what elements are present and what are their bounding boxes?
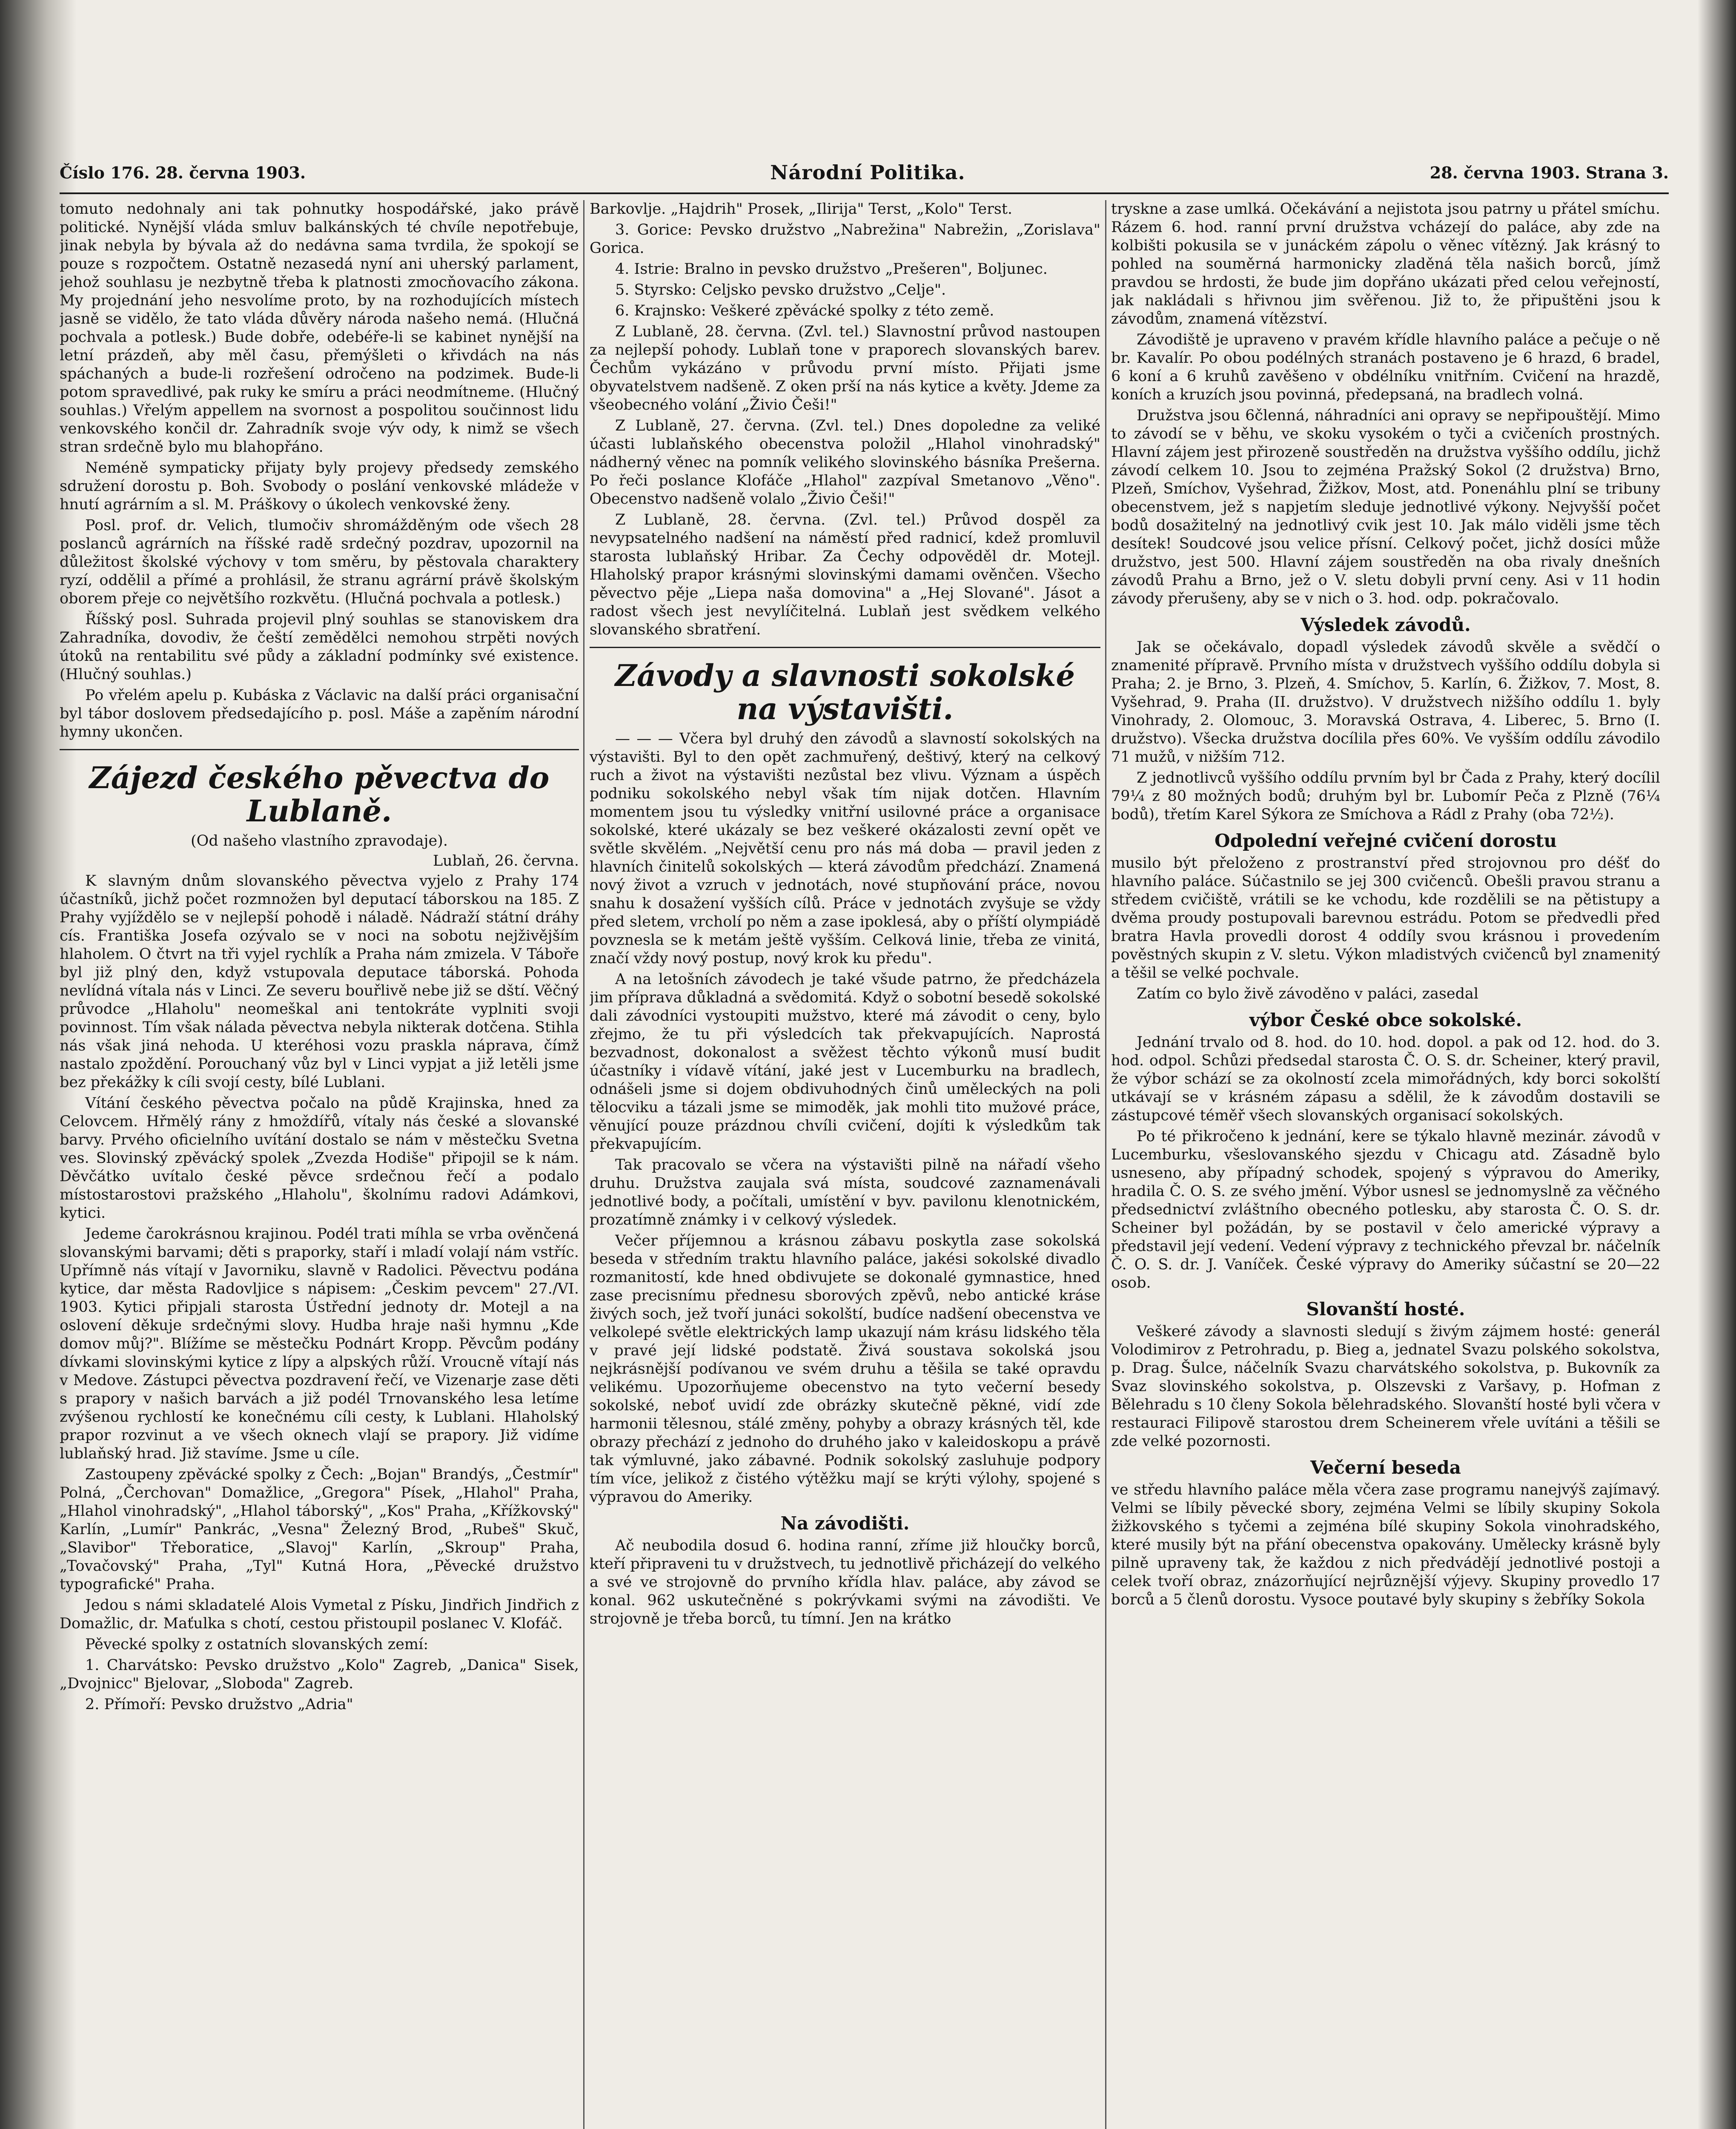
- paragraph: Jak se očekávalo, dopadl výsledek závodů skvěle a svědčí o znamenité přípravě. Prvního místa v družstvech vyššího oddílu dobyla si Praha; 2. je Brno, 3. Plzeň, 4. Smíchov, 5. Karlín, 6. Žižkov, 7. Most, 8. Vyšehrad, 9. Praha (II. družstvo). V družstvech nižšího oddílu 1. byly Vinohrady, 2. Olomouc, 3. Moravská Ostrava, 4. Liberec, 5. Brno (I. družstvo). Všecka družstva docílila přes 60%. Ve vyšším oddílu závodilo 71 mužů, v nižším 712.: [1111, 639, 1660, 766]
- issue-info: Číslo 176. 28. června 1903.: [60, 163, 306, 182]
- paragraph: Zastoupeny zpěvácké spolky z Čech: „Bojan" Brandýs, „Čestmír" Polná, „Čerchovan" Domažlice, „Gregora" Písek, „Hlahol" Praha, „Hlahol vinohradský", „Hlahol táborský", „Kos" Praha, „Křížkovský" Karlín, „Lumír" Pankrác, „Vesna" Železný Brod, „Rubeš" Skuč, „Slavibor" Třeboratice, „Slavoj" Karlín, „Skroup" Praha, „Tovačovský" Praha, „Tyl" Kutná Hora, „Pěvecké družstvo typografické" Praha.: [60, 1466, 579, 1593]
- paragraph: A na letošních závodech je také všude patrno, že předcházela jim příprava důkladná a svědomitá. Když o sobotní besedě sokolské dali závodníci vystoupiti mužstvo, které má závodit o ceny, bylo zřejmo, že tu při výsledcích tak překvapujících. Naprostá bezvadnost, dokonalost a svěžest těchto výkonů musí budit účastníky i vídavě vítání, jaké jest v Lucemburku na bradlech, odnášeli jsme si dojem obdivuhodných činů uměleckých na poli tělocviku a tázali jsme se mimoděk, jak mohli tito mužové práce, věnující pouze prázdnou chvíli cvičení, dojíti k výsledkům tak překvapujícím.: [590, 971, 1100, 1153]
- paragraph: Družstva jsou 6členná, náhradníci ani opravy se nepřipouštějí. Mimo to závodí se v běhu, ve skoku vysokém o tyči a cvičeních prostných. Hlavní zájem jest přirozeně soustředěn na družstva vyššího oddílu, jichž závodí celkem 10. Jsou to zejména Pražský Sokol (2 družstva) Brno, Plzeň, Smíchov, Vyšehrad, Žižkov, Most, atd. Ponenáhlu plní se tribuny obecenstvem, jež s napjetím sleduje jednotlivé výkony. Nejvyšší počet bodů dosažitelný na jednotlivý cvik jest 10. Jak málo viděli jsme těch desítek! Soudcové jsou velice přísní. Celkový počet, jichž dosíci může družstvo, jest 500. Hlavní zájem soustředěn na oba rivaly dnešních závodů Prahu a Brno, jež o V. sletu dobyli první ceny. Asi v 11 hodin závody přerušeny, aby se v nich o 3. hod. odp. pokračovalo.: [1111, 407, 1660, 607]
- paragraph: 4. Istrie: Bralno in pevsko družstvo „Prešeren", Boljunec.: [615, 261, 1048, 278]
- section-subhead: Na závodišti.: [780, 1513, 910, 1534]
- paragraph: K slavným dnům slovanského pěvectva vyjelo z Prahy 174 účastníků, jichž počet rozmnožen byl deputací táborskou na 185. Z Prahy vyjíždělo se v nejlepší pohodě i náladě. Nádraží státní dráhy cís. Františka Josefa ozývalo se v noci na sobotu nejživějším hlaholem. O čtvrt na tři vyjel rychlík a Praha nám zmizela. V Táboře byl již plný den, když vstupovala deputace táborská. Pohoda nevlídná vítala nás v Linci. Ze severu bouřlivě nebe již se dští. Věčný průvodce „Hlaholu" neomeškal ani tentokráte vyplniti svoji povinnost. Tím však nálada pěvectva nebyla nikterak dotčena. Stihla nás však jiná nehoda. U kteréhosi vozu praskla náprava, čímž nastalo zpoždění. Porouchaný vůz byl v Linci vypjat a již letěli jsme bez překážky k cíli svojí cesty, bílé Lublani.: [60, 872, 579, 1091]
- paragraph: Z Lublaně, 27. června. (Zvl. tel.) Dnes dopoledne za veliké účasti lublaňského obecenstva položil „Hlahol vinohradský" nádherný věnec na pomník velikého slovinského básníka Prešerna. Po řeči poslance Klofáče „Hlahol" zazpíval Smetanovo „Věno". Obecenstvo nadšeně volalo „Živio Češi!": [590, 417, 1100, 508]
- paragraph: Po té přikročeno k jednání, kere se týkalo hlavně mezinár. závodů v Lucemburku, všeslovanského sjezdu v Chicagu atd. Zásadně bylo usneseno, aby případný schodek, spojený s výpravou do Ameriky, hradila Č. O. S. ze svého jmění. Výbor usnesl se jednomyslně za věčného předsednictví zvláštního obecného potlesku, aby starosta Č. O. S. dr. Scheiner byl požádán, by se postavil v čelo americké výpravy a představil její vedení. Vedení výpravy z technického převzal br. náčelník Č. O. S. dr. J. Vaníček. České výpravy do Ameriky súčastní se 20—22 osob.: [1111, 1128, 1660, 1291]
- paragraph: Posl. prof. dr. Velich, tlumočiv shromážděným ode všech 28 poslanců agrárních na říšské radě srdečný pozdrav, upozornil na důležitost školské výchovy v tom směru, by pěstovala charaktery ryzí, oddělil a přímé a prohlásil, že stranu agrární právě školským oborem přeje co největšího rozkvětu. (Hlučná pochvala a potlesk.): [60, 517, 579, 607]
- dateline: Lublaň, 26. června.: [433, 852, 579, 869]
- paragraph: Závodiště je upraveno v pravém křídle hlavního paláce a pečuje o ně br. Kavalír. Po obou podélných stranách postaveno je 6 hrazd, 6 bradel, 6 koní a 6 kruhů zavěšeno v obdélníku vnitřním. Cvičení na hrazdě, koních a kruzích jsou povinná, předepsaná, na bradlech volná.: [1111, 331, 1660, 403]
- paragraph: tomuto nedohnaly ani tak pohnutky hospodářské, jako právě politické. Nynější vláda smluv balkánských té chvíle nepotřebuje, jinak nebyla by bývala až do nedávna sama tvrdila, že spokojí se pouze s rozpočtem. Ostatně nezasedá nyní ani uherský parlament, jehož souhlasu je nezbytně třeba k platnosti zmocňovacího zákona. My projednání jeho nesvolíme proto, by na rozhodujících místech jasně se vidělo, že tato vláda důvěry národa našeho nemá. (Hlučná pochvala a potlesk.) Bude dobře, odebéře-li se kabinet nynější na letní prázdeň, aby měl času, přemýšleti o křivdách na nás spáchaných a bude-li rozřešení odročeno na podzimek. Bude-li potom spravedlivé, pak ruky ke smíru a práci neodmítneme. (Hlučný souhlas.) Vřelým appellem na svornost a pospolitou součinnost lidu venkovského končil dr. Zahradník svoje výv ody, k nimž se všech stran srdečně bylo mu blahopřáno.: [60, 201, 579, 456]
- paragraph: Ač neubodila dosud 6. hodina ranní, zříme již hloučky borců, kteří připraveni tu v družstvech, tu jednotlivě přicházejí do velkého a své ve strojovně do prvního křídla hlav. paláce, aby závod se konal. 962 uskutečněné s pokrývkami svými na závodišti. Ve strojovně je třeba borců, tu tímní. Jen na krátko: [590, 1537, 1100, 1627]
- paragraph: ve středu hlavního paláce měla včera zase programu nanejvýš zajímavý. Velmi se líbily pěvecké sbory, zejména Velmi se líbily skupiny Sokola žižkovského s tyčemi a zejména bílé skupiny Sokola vinohradského, které musily být na přání obecenstva opakovány. Umělecky krásně byly pilně upraveny tak, že každou z nich předvádějí jednotlivé postoji a celek tvoří obraz, znázorňující nejrůznější výjevy. Skupiny provedlo 17 borců a 5 členů dorostu. Vysoce poutavé byly skupiny s žebříky Sokola: [1111, 1481, 1660, 1608]
- paragraph: Jedou s námi skladatelé Alois Vymetal z Písku, Jindřich Jindřich z Domažlic, dr. Maťulka s chotí, cestou přistoupil poslanec V. Klofáč.: [60, 1597, 579, 1632]
- paragraph: Jednání trvalo od 8. hod. do 10. hod. dopol. a pak od 12. hod. do 3. hod. odpol. Schůzi předsedal starosta Č. O. S. dr. Scheiner, který pravil, že výbor schází se za okolností zcela mimořádných, kdy borci sokolští utkávají se v krásném zápasu a sdělil, že k závodům dostavili se zástupcové téměř všech slovanských organisací sokolských.: [1111, 1034, 1660, 1124]
- article-headline: Zájezd českého pěvectva do Lublaně.: [89, 760, 550, 829]
- paragraph: 6. Krajnsko: Veškeré zpěvácké spolky z této země.: [615, 302, 994, 319]
- column-separator: [583, 200, 584, 2129]
- section-subhead: Odpolední veřejné cvičení dorostu: [1215, 830, 1557, 851]
- paragraph: Tak pracovalo se včera na výstavišti pilně na nářadí všeho druhu. Družstva zaujala svá místa, soudcové zaznamenávali jednotlivé body, a počítali, umístění v byv. pavilonu klenotnickém, prozatímně známky i v celkový výsledek.: [590, 1156, 1100, 1228]
- column-2: [590, 200, 1100, 2129]
- page-info: 28. června 1903. Strana 3.: [1429, 163, 1669, 182]
- paragraph: Vítání českého pěvectva počalo na půdě Krajinska, hned za Celovcem. Hřmělý rány z hmoždířů, vítaly nás české a slovanské barvy. Prvého oficielního uvítání dostalo se nám v městečku Svetna ves. Slovinský zpěvácký spolek „Zvezda Hodiše" připojil se k nám. Děvčátko uvítalo české pěvce srdečnou řečí a podalo místostarostovi pražského „Hlaholu", školnímu radovi Adámkovi, kytici.: [60, 1095, 579, 1222]
- paragraph: 2. Přímoří: Pevsko družstvo „Adria": [85, 1696, 353, 1713]
- paragraph: 1. Charvátsko: Pevsko družstvo „Kolo" Zagreb, „Danica" Sisek, „Dvojnicc" Bjelovar, „Sloboda" Zagreb.: [60, 1657, 579, 1692]
- masthead: Národní Politika.: [770, 161, 965, 184]
- column-3: [1111, 200, 1660, 2129]
- section-subhead: Výsledek závodů.: [1301, 614, 1471, 635]
- paragraph: tryskne a zase umlká. Očekávání a nejistota jsou patrny u přátel smíchu. Rázem 6. hod. ranní první družstva vcházejí do paláce, aby zde na kolbišti pokusila se v junáckém zápolu o věnec vítězný. Jak krásný to pohled na souměrná harmonicky zladěná těla našich borců, jímž pravdou se hrdosti, že bude jim dopřáno ukázati před celou veřejností, jak nakládali s hřivnou jim svěřenou. Již to, že připuštěni jsou k závodům, znamená vítězství.: [1111, 201, 1660, 327]
- paragraph: Pěvecké spolky z ostatních slovanských zemí:: [85, 1636, 429, 1653]
- paragraph: 5. Styrsko: Celjsko pevsko družstvo „Celje".: [615, 281, 946, 298]
- byline: (Od našeho vlastního zpravodaje).: [191, 832, 448, 849]
- column-separator: [1105, 200, 1106, 2129]
- paragraph: Z jednotlivců vyššího oddílu prvním byl br Čada z Prahy, který docílil 79¼ z 80 možných bodů; druhým byl br. Lubomír Peča z Plzně (76¼ bodů), třetím Karel Sýkora ze Smíchova a Rádl z Prahy (oba 72½).: [1111, 769, 1660, 823]
- column-1: [60, 200, 579, 2129]
- section-subhead: výbor České obce sokolské.: [1249, 1010, 1522, 1030]
- paragraph: musilo být přeloženo z prostranství před strojovnou pro déšť do hlavního paláce. Súčastnilo se jej 300 cvičenců. Obešli pravou stranu a středem cvičiště, vrátili se ke vchodu, kde rozdělili se na pětistupy a dvěma proudy postupovali barevnou estrádu. Potom se předvedli před bratra Havla provedli dorost 4 oddíly svou krásnou i provedením pověstných skupin z V. sletu. Výkon mladistvých cvičenců byl znamenitý a těšil se velké pochvale.: [1111, 855, 1660, 981]
- paragraph: Z Lublaně, 28. června. (Zvl. tel.) Slavnostní průvod nastoupen za nejlepší pohody. Lublaň tone v praporech slovanských barev. Čechům vykázáno v průvodu první místo. Přijati jsme obyvatelstvem nadšeně. Z oken prší na nás kytice a květy. Jdeme za všeobecného volání „Živio Češi!": [590, 323, 1100, 413]
- section-subhead: Večerní beseda: [1310, 1457, 1461, 1478]
- paragraph: Veškeré závody a slavnosti sledují s živým zájmem hosté: generál Volodimirov z Petrohradu, p. Bieg a, jednatel Svazu polského sokolstva, p. Drag. Šulce, náčelník Svazu charvátského sokolstva, p. Bukovník za Svaz slovinského sokolstva, p. Olszevski z Varšavy, p. Hofman z Bělehradu s 10 členy Sokola bělehradského. Slovanští hosté byli včera v restauraci Filipově starostou drem Scheinerem vřele uvítáni a těšili se zde velké pozornosti.: [1111, 1323, 1660, 1450]
- section-divider: [60, 749, 579, 750]
- paragraph: Po vřelém apelu p. Kubáska z Václavic na další práci organisační byl tábor doslovem předsedajícího p. posl. Máše a zapěním národní hymny ukončen.: [60, 687, 579, 740]
- scan-edge-right: [1698, 0, 1736, 2129]
- paragraph: Zatím co bylo živě závoděno v paláci, zasedal: [1137, 985, 1479, 1002]
- section-subhead: Slovanští hosté.: [1306, 1299, 1465, 1320]
- paragraph: Říšský posl. Suhrada projevil plný souhlas se stanoviskem dra Zahradníka, dovodiv, že čeští zemědělci nemohou strpěti nových útoků na rentabilitu své půdy a základní podmínky své existence. (Hlučný souhlas.): [60, 611, 579, 683]
- paragraph: Večer příjemnou a krásnou zábavu poskytla zase sokolská beseda v středním traktu hlavního paláce, jakési sokolské divadlo rozmanitostí, kde hned obdivujete se dokonalé gymnastice, hned zase precisnímu přednesu sborových zpěvů, nebo antické kráse živých soch, jež tvoří junáci sokolští, budíce nadšení obecenstva ve velkolepé světle elektrických lamp ukazují nám krásu lidského těla v pravé její lidské podstatě. Živá soustava sokolská jsou nejkrásnější podívanou ve svém druhu a těšila se také opravdu velikému. Upozorňujeme obecenstvo na tyto večerní besedy sokolské, neboť uvidí zde obrázky skutečně pěkné, vidí zde harmonii tělesnou, stálé změny, pohyby a obrazy krásných těl, kde obrazy přechází z jednoho do druhého jako v kaleidoskopu a právě tak výmluvné, jako zábavné. Podnik sokolský zasluhuje podpory tím více, jelikož z čistého výtěžku mají se krýti výlohy, spojené s výpravou do Ameriky.: [590, 1232, 1100, 1506]
- header-rule: [60, 192, 1669, 194]
- paragraph: Neméně sympaticky přijaty byly projevy předsedy zemského sdružení dorostu p. Boh. Svobody o poslání venkovské mládeže v hnutí agrárním a sl. M. Práškovy o úkolech venkovské ženy.: [60, 459, 579, 513]
- paragraph: Jedeme čarokrásnou krajinou. Podél trati míhla se vrba ověnčená slovanskými barvami; děti s praporky, staří i mladí volají nám vstříc. Upřímně nás vítají v Javorniku, slavně v Radolici. Pěvectvu podána kytice, dar města Radovljice s nápisem: „Českim pevcem" 27./VI. 1903. Kytici připjali starosta Ústřední jednoty dr. Motejl a na oslovení děkuje srdečnými slovy. Hudba hraje naši hymnu „Kde domov můj?". Blížíme se městečku Podnárt Kropp. Pěvcům podány dívkami slovinskými kytice z lípy a alpských růží. Vroucně vítají nás v Medove. Zástupci pěvectva pozdravení řečí, ve Vizenarje zase děti s prapory v našich barvách a již podél Trnovanského lesa letíme zvýšenou rychlostí ke konečnému cíli cesty, k Lublani. Hlaholský prapor rozvinut a ve všech oknech vlají se prapory. Již vidíme lublaňský hrad. Již stavíme. Jsme u cíle.: [60, 1225, 579, 1462]
- article-headline: Závody a slavnosti sokolské na výstavišti.: [615, 658, 1075, 726]
- section-divider: [590, 647, 1100, 648]
- paragraph: Z Lublaně, 28. června. (Zvl. tel.) Průvod dospěl za nevypsatelného nadšení na náměstí před radnicí, kdež promluvil starosta lublaňský Hribar. Za Čechy odpověděl dr. Motejl. Hlaholský prapor krásnými slovinskými damami ověnčen. Všecho pěvectvo pěje „Liepa naša domovina" a „Hej Slované". Jásot a radost všech jest nevylíčitelná. Lublaň jest svědkem velkého slovanského sbratření.: [590, 511, 1100, 638]
- page-header: [60, 153, 1669, 192]
- paragraph: Barkovlje. „Hajdrih" Prosek, „Ilirija" Terst, „Kolo" Terst.: [590, 201, 1013, 218]
- paragraph: — — — Včera byl druhý den závodů a slavností sokolských na výstavišti. Byl to den opět zachmuřený, deštivý, který na celkový ruch a život na výstavišti nezůstal bez vlivu. Význam a úspěch podniku sokolského nebyl však tím nijak dotčen. Hlavním momentem jsou tu výsledky vnitřní usilovné práce a organisace sokolské, které ukázaly se bez veškeré okázalosti zevní opět ve světle skvělém. „Největší cenu pro nás má doba — pravil jeden z hlavních činitelů sokolských — která závodům předchází. Znamená nový život a vzruch v jednotách, nové stupňování práce, novou snahu k dosažení vyšších cílů. Práce v jednotách zvyšuje se vždy před sletem, vrcholí po něm a zase ipoklesá, aby o příští olympiádě povznesla se k metám ještě vyšším. Celková linie, třeba ze vinitá, značí vždy nový postup, nový krok ku předu".: [590, 730, 1100, 967]
- paragraph: 3. Gorice: Pevsko družstvo „Nabrežina" Nabrežin, „Zorislava" Gorica.: [590, 221, 1100, 257]
